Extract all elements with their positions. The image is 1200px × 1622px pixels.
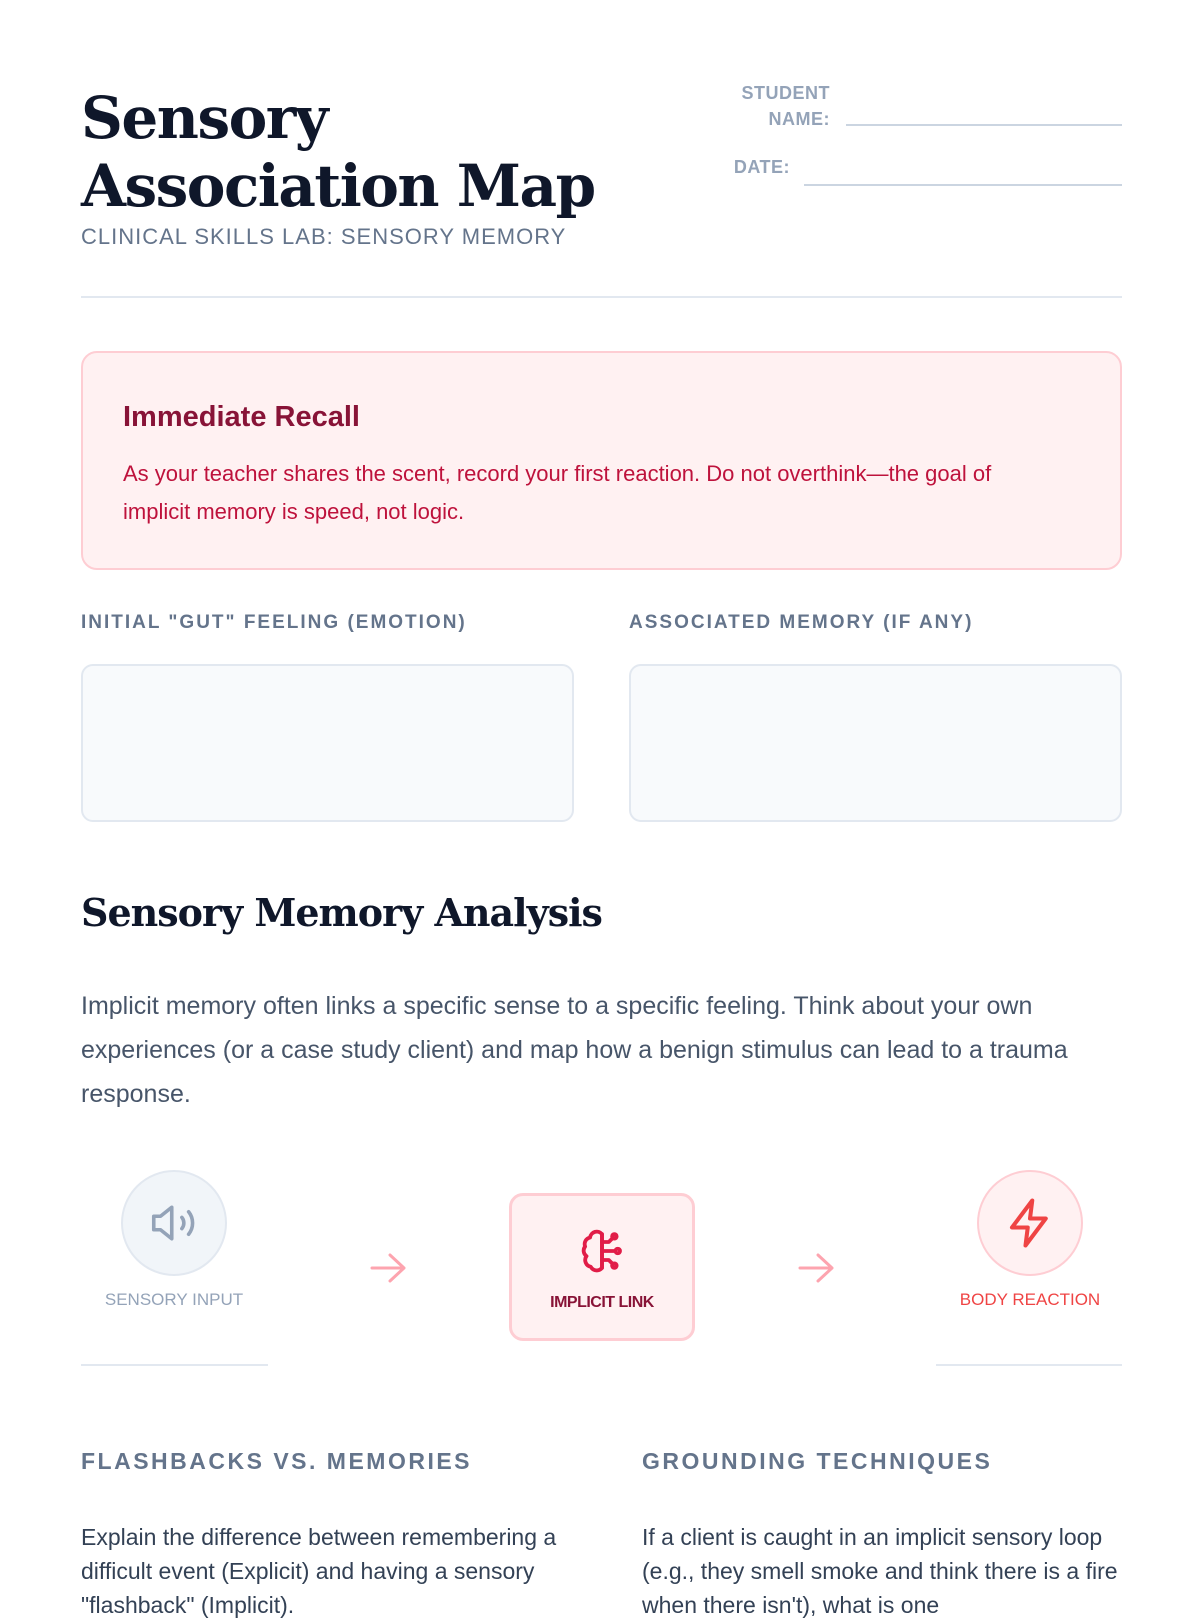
analysis-text: Implicit memory often links a specific sense to a specific feeling. Think about your own experiences (or a case study client) and map how a benign stimulus can lead to a trauma response. — [81, 992, 1068, 1108]
sensory-input-label: SENSORY INPUT — [104, 1290, 244, 1309]
divider-right — [936, 1364, 1122, 1366]
grounding-title: GROUNDING TECHNIQUES — [642, 1448, 993, 1474]
gut-feeling-input[interactable] — [81, 664, 574, 822]
arrow-right-icon — [796, 1250, 838, 1286]
student-name-field[interactable] — [846, 124, 1122, 126]
lightning-icon — [1003, 1196, 1057, 1250]
student-name-label: STUDENT NAME: — [741, 83, 830, 129]
analysis-title: Sensory Memory Analysis — [81, 890, 602, 935]
implicit-link-node — [509, 1193, 695, 1341]
sensory-input-node — [121, 1170, 227, 1276]
body-reaction-node — [977, 1170, 1083, 1276]
grounding-text: If a client is caught in an implicit sensory loop (e.g., they smell smoke and think there is a fire when there isn't), what is one — [642, 1524, 1118, 1618]
associated-memory-input[interactable] — [629, 664, 1122, 822]
gut-feeling-label: INITIAL "GUT" FEELING (EMOTION) — [81, 612, 467, 633]
flashbacks-text: Explain the difference between remembering a difficult event (Explicit) and having a sensory "flashback" (Implicit). — [81, 1524, 557, 1618]
divider-left — [81, 1364, 268, 1366]
page-title: Sensory Association Map — [81, 84, 595, 220]
flashbacks-title: FLASHBACKS VS. MEMORIES — [81, 1448, 473, 1474]
arrow-right-icon — [368, 1250, 410, 1286]
body-reaction-label: BODY REACTION — [959, 1290, 1101, 1309]
immediate-recall-callout — [81, 351, 1122, 570]
page-subtitle: CLINICAL SKILLS LAB: SENSORY MEMORY — [81, 224, 567, 249]
brain-icon — [575, 1224, 629, 1278]
speaker-icon — [147, 1196, 201, 1250]
recall-title: Immediate Recall — [123, 401, 360, 433]
associated-memory-label: ASSOCIATED MEMORY (IF ANY) — [629, 612, 974, 633]
page-header — [81, 84, 1122, 298]
implicit-link-label: IMPLICIT LINK — [550, 1294, 654, 1311]
date-label: DATE: — [733, 157, 790, 177]
recall-instructions: As your teacher shares the scent, record your first reaction. Do not overthink—the goal of implicit memory is speed, not logic. — [123, 461, 992, 524]
date-field[interactable] — [804, 184, 1122, 186]
